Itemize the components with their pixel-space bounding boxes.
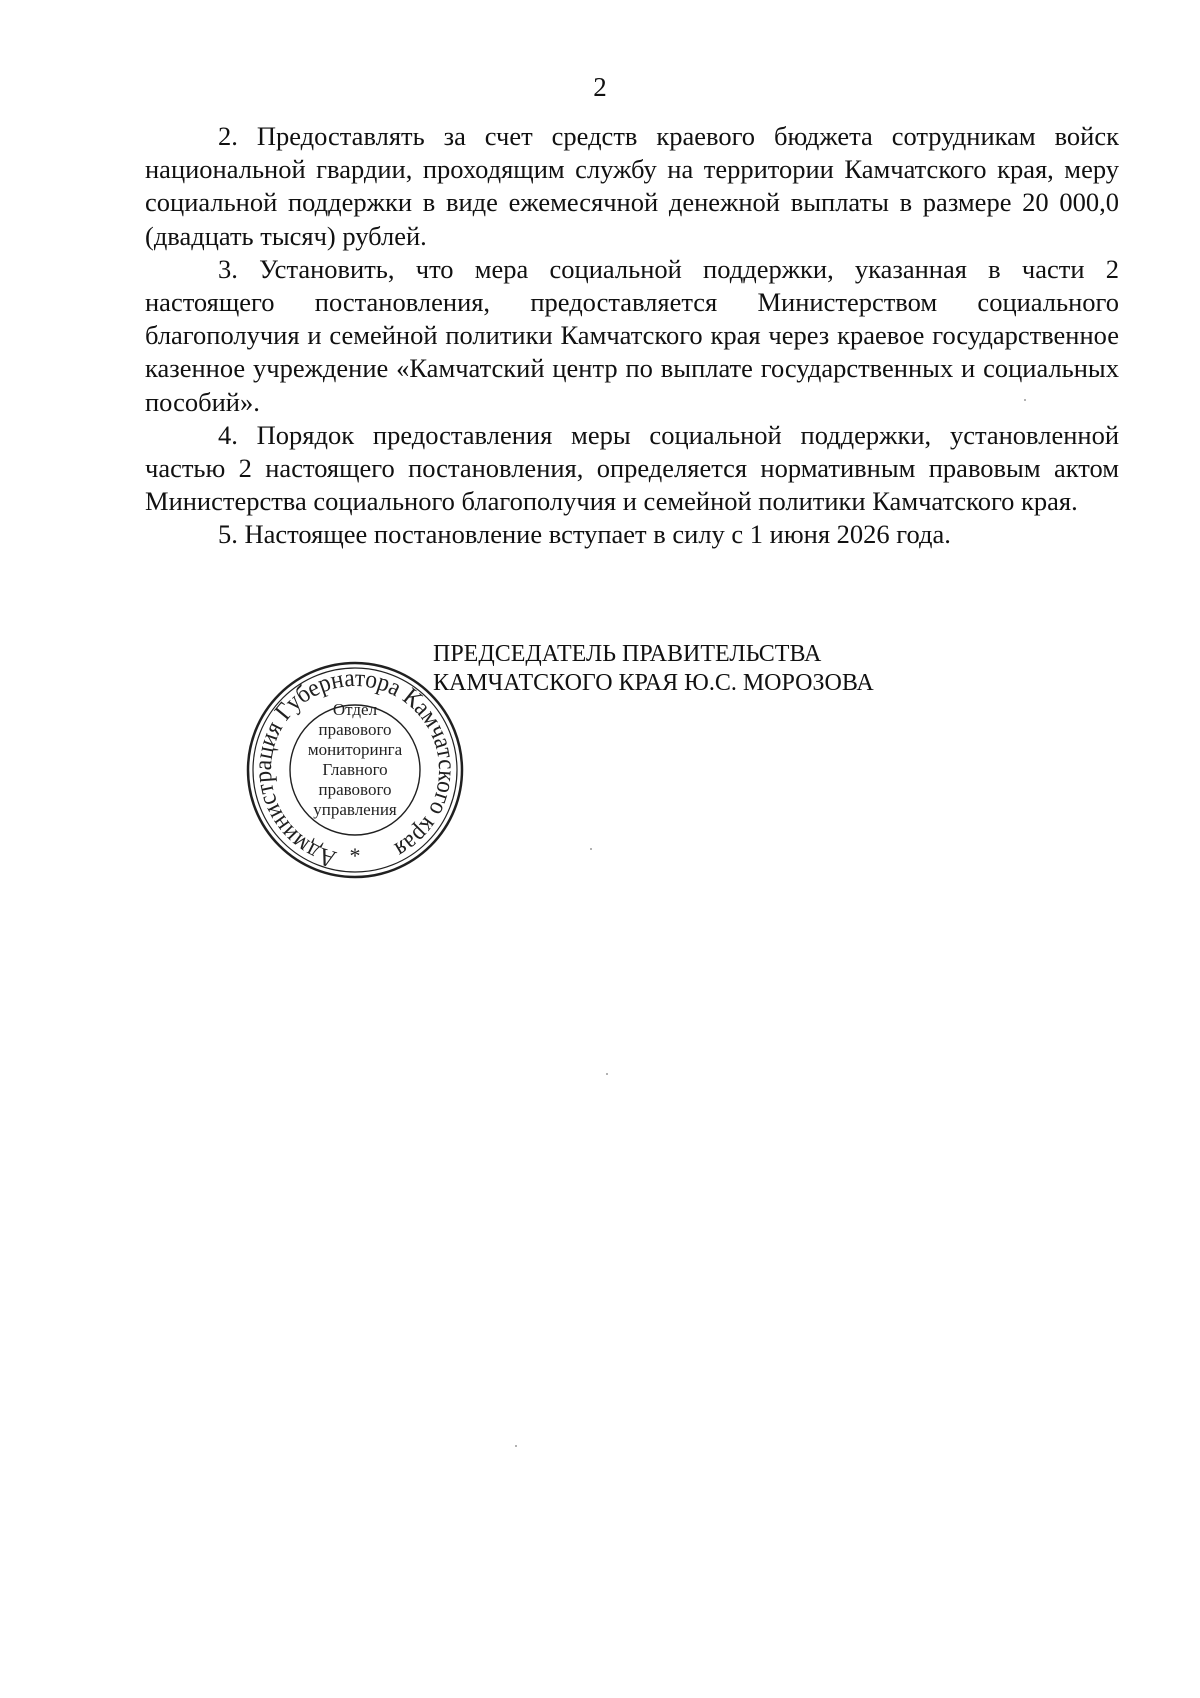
stamp-center-line: Главного — [322, 760, 388, 779]
paragraph-3: 3. Установить, что мера социальной поддержки, указанная в части 2 настоящего постановления, предоставляется Министерством социального благополучия и семейной политики Камчатского края через краевое государственное казенное учреждение «Камчатский центр по выплате государственных и социальных пособий». — [145, 253, 1119, 417]
signature-title: ПРЕДСЕДАТЕЛЬ ПРАВИТЕЛЬСТВА — [433, 641, 822, 667]
stamp-center-line: Отдел — [332, 700, 378, 719]
scan-speck — [606, 1073, 608, 1075]
official-stamp — [245, 660, 465, 880]
document-body — [145, 120, 1119, 552]
stamp-center-text — [293, 700, 417, 820]
signature-block — [433, 640, 874, 698]
stamp-center-line: управления — [313, 800, 397, 819]
paragraph-5: 5. Настоящее постановление вступает в силу с 1 июня 2026 года. — [218, 519, 951, 550]
stamp-center-line: мониторинга — [307, 740, 403, 759]
stamp-center-line: правового — [318, 780, 392, 799]
scan-speck — [590, 848, 592, 850]
stamp-ring-text: Администрация Губернатора Камчатского края — [249, 664, 461, 873]
paragraph-2: 2. Предоставлять за счет средств краевого бюджета сотрудникам войск национальной гвардии, проходящим службу на территории Камчатского края, меру социальной поддержки в виде ежемесячной денежной выплаты в размере 20 000,0 (двадцать тысяч) рублей. — [145, 121, 1119, 251]
paragraph-4: 4. Порядок предоставления меры социальной поддержки, установленной частью 2 настоящего постановления, определяется нормативным правовым актом Министерства социального благополучия и семейной политики Камчатского края. — [145, 419, 1119, 517]
stamp-center-line: правового — [318, 720, 392, 739]
scan-speck — [515, 1445, 517, 1447]
stamp-star-icon: * — [349, 843, 361, 868]
scan-speck — [1024, 399, 1026, 401]
signature-name: КАМЧАТСКОГО КРАЯ Ю.С. МОРОЗОВА — [433, 670, 874, 696]
page-number: 2 — [593, 72, 607, 102]
